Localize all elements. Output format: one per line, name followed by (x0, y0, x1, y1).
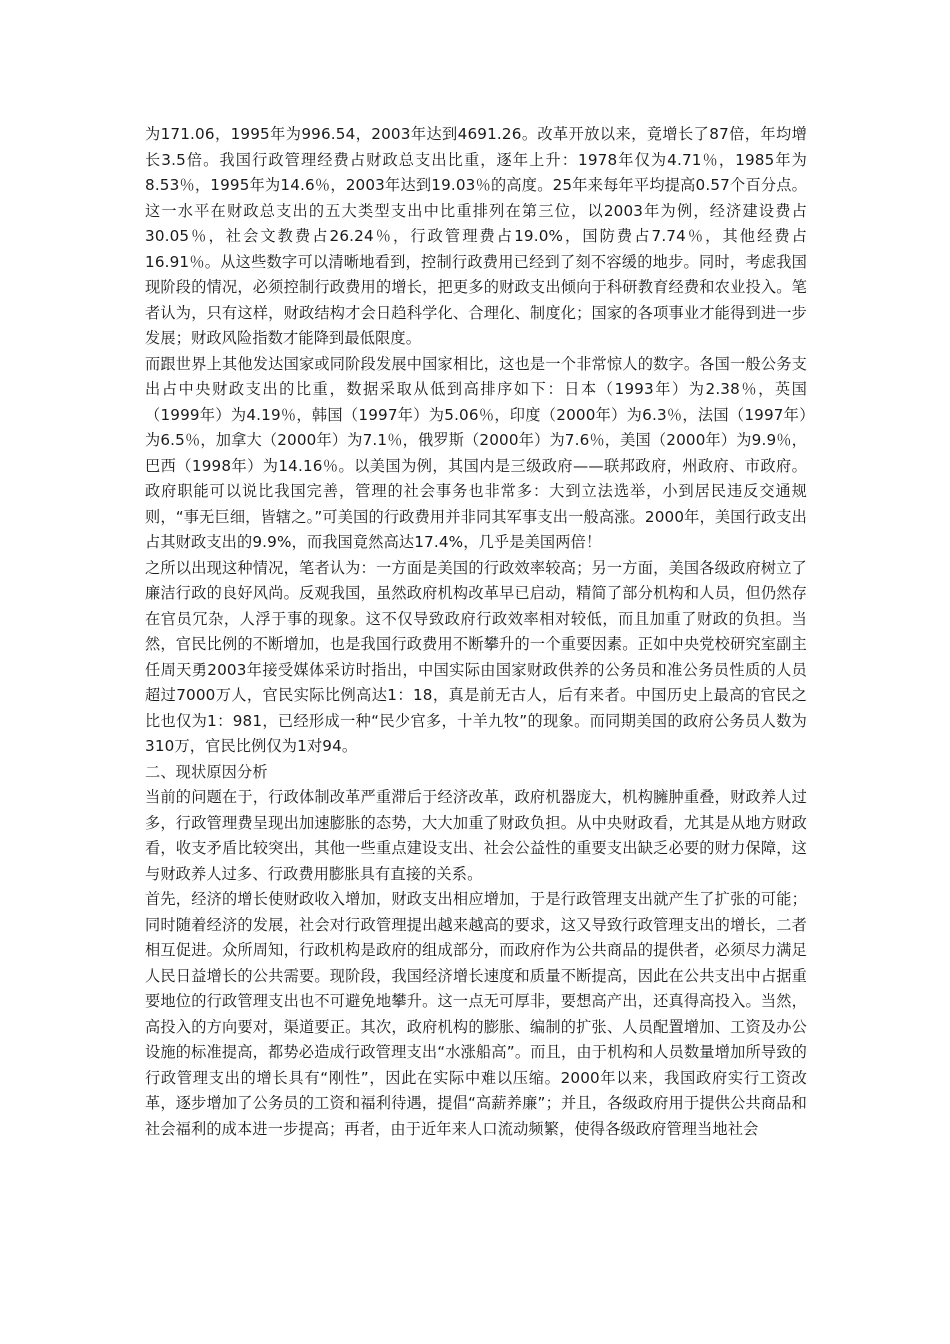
body-paragraph: 当前的问题在于，行政体制改革严重滞后于经济改革，政府机器庞大，机构臃肿重叠，财政养人过多，行政管理费呈现出加速膨胀的态势，大大加重了财政负担。从中央财政看，尤其是从地方财政看，收支矛盾比较突出，其他一些重点建设支出、社会公益性的重要支出缺乏必要的财力保障，这与财政养人过多、行政费用膨胀具有直接的关系。 (145, 788, 807, 883)
document-page (145, 122, 807, 1142)
section-heading: 二、现状原因分析 (145, 762, 268, 781)
body-paragraph: 而跟世界上其他发达国家或同阶段发展中国家相比，这也是一个非常惊人的数字。各国一般公务支出占中央财政支出的比重，数据采取从低到高排序如下：日本（1993年）为2.38％，英国（1999年）为4.19％，韩国（1997年）为5.06％，印度（2000年）为6.3％，法国（1997年）为6.5％，加拿大（2000年）为7.1％，俄罗斯（2000年）为7.6％，美国（2000年）为9.9％，巴西（1998年）为14.16％。以美国为例，其国内是三级政府——联邦政府，州政府、市政府。政府职能可以说比我国完善，管理的社会事务也非常多：大到立法选举，小到居民违反交通规则，“事无巨细，皆辖之。”可美国的行政费用并非同其军事支出一般高涨。2000年，美国行政支出占其财政支出的9.9%，而我国竟然高达17.4%，几乎是美国两倍！ (145, 354, 807, 551)
body-paragraph: 首先，经济的增长使财政收入增加，财政支出相应增加，于是行政管理支出就产生了扩张的可能；同时随着经济的发展，社会对行政管理提出越来越高的要求，这又导致行政管理支出的增长，二者相互促进。众所周知，行政机构是政府的组成部分，而政府作为公共商品的提供者，必须尽力满足人民日益增长的公共需要。现阶段，我国经济增长速度和质量不断提高，因此在公共支出中占据重要地位的行政管理支出也不可避免地攀升。这一点无可厚非，要想高产出，还真得高投入。当然，高投入的方向要对，渠道要正。其次，政府机构的膨胀、编制的扩张、人员配置增加、工资及办公设施的标准提高，都势必造成行政管理支出“水涨船高”。而且，由于机构和人员数量增加所导致的行政管理支出的增长具有“刚性”，因此在实际中难以压缩。2000年以来，我国政府实行工资改革，逐步增加了公务员的工资和福利待遇，提倡“高薪养廉”；并且，各级政府用于提供公共商品和社会福利的成本进一步提高；再者，由于近年来人口流动频繁，使得各级政府管理当地社会 (145, 890, 807, 1138)
body-paragraph: 之所以出现这种情况，笔者认为：一方面是美国的行政效率较高；另一方面，美国各级政府树立了廉洁行政的良好风尚。反观我国，虽然政府机构改革早已启动，精简了部分机构和人员，但仍然存在官员冗杂，人浮于事的现象。这不仅导致政府行政效率相对较低，而且加重了财政的负担。当然，官民比例的不断增加，也是我国行政费用不断攀升的一个重要因素。正如中央党校研究室副主任周天勇2003年接受媒体采访时指出，中国实际由国家财政供养的公务员和准公务员性质的人员超过7000万人，官民实际比例高达1：18，真是前无古人，后有来者。中国历史上最高的官民之比也仅为1：981，已经形成一种“民少官多，十羊九牧”的现象。而同期美国的政府公务员人数为310万，官民比例仅为1对94。 (145, 558, 807, 755)
body-paragraph: 为171.06，1995年为996.54，2003年达到4691.26。改革开放以来，竟增长了87倍，年均增长3.5倍。我国行政管理经费占财政总支出比重，逐年上升：1978年仅为4.71％，1985年为8.53％，1995年为14.6％，2003年达到19.03％的高度。25年来每年平均提高0.57个百分点。这一水平在财政总支出的五大类型支出中比重排列在第三位，以2003年为例，经济建设费占30.05％，社会文教费占26.24％，行政管理费占19.0%，国防费占7.74％，其他经费占16.91％。从这些数字可以清晰地看到，控制行政费用已经到了刻不容缓的地步。同时，考虑我国现阶段的情况，必须控制行政费用的增长，把更多的财政支出倾向于科研教育经费和农业投入。笔者认为，只有这样，财政结构才会日趋科学化、合理化、制度化；国家的各项事业才能得到进一步发展；财政风险指数才能降到最低限度。 (145, 125, 807, 347)
